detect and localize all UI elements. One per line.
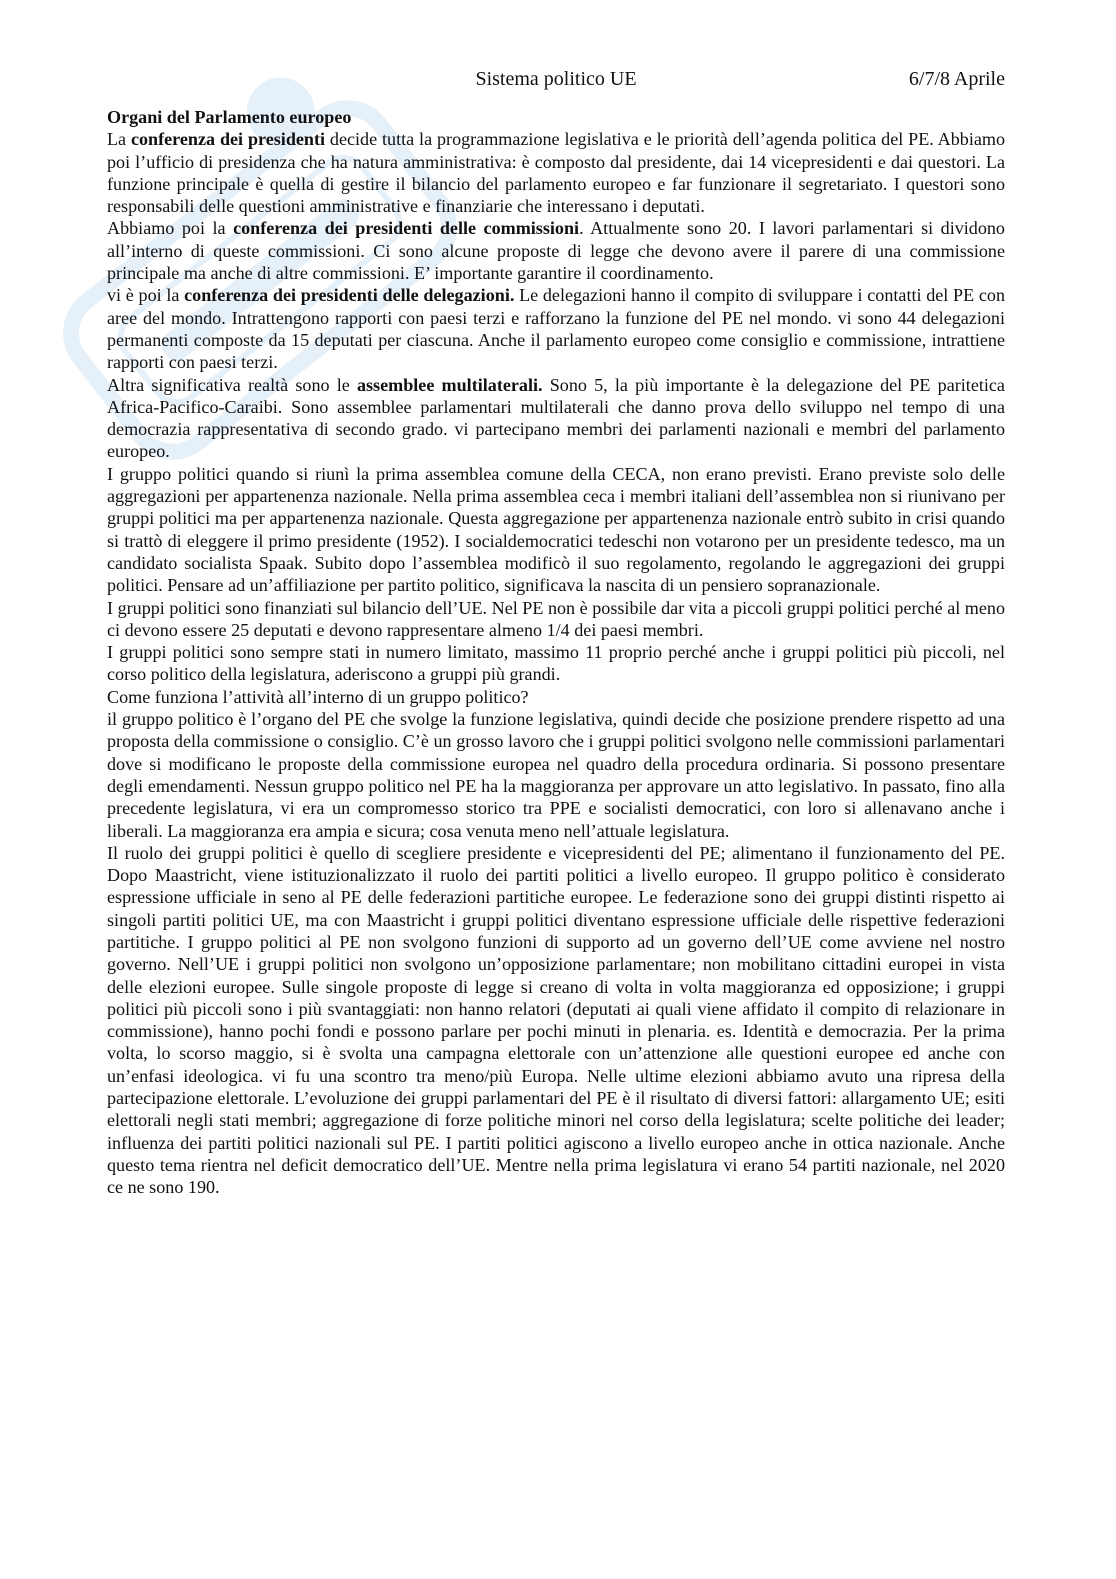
header-title: Sistema politico UE bbox=[475, 68, 637, 90]
paragraph bbox=[107, 597, 1005, 642]
document-body bbox=[107, 106, 1005, 1199]
paragraph-text: vi è poi la bbox=[107, 285, 185, 306]
paragraph-text: . Attualmente sono 20. I lavori parlamentari si dividono all’interno di queste commissioni. Ci sono alcune proposte di legge che devono avere il parere di una commissione principale ma anche di altre commissioni. E’ importante garantire il coordinamento. bbox=[107, 218, 1005, 284]
paragraph-text: La bbox=[107, 129, 131, 150]
header-date: 6/7/8 Aprile bbox=[908, 68, 1005, 90]
paragraph-text: I gruppi politici sono finanziati sul bilancio dell’UE. Nel PE non è possibile dar vita a piccoli gruppi politici perché al meno ci devono essere 25 deputati e devono rappresentare almeno 1/4 dei paesi membri. bbox=[107, 597, 1005, 640]
paragraph bbox=[107, 374, 1005, 463]
paragraph-text: Il ruolo dei gruppi politici è quello di scegliere presidente e vicepresidenti del PE; alimentano il funzionamento del PE. Dopo Maastricht, viene istituzionalizzato il ruolo dei partiti politici a livello europeo. Il gruppo politico è considerato espressione ufficiale in seno al PE delle federazioni partitiche europee. Le federazione sono dei gruppi distinti rispetto ai singoli partiti politici UE, ma con Maastricht i gruppi politici diventano espressione ufficiale delle rispettive federazioni partitiche. I gruppo politici al PE non svolgono funzioni di supporto ad un governo dell’UE come avviene nel nostro governo. Nell’UE i gruppi politici non svolgono un’opposizione parlamentare; non mobilitano cittadini europei in vista delle elezioni europee. Sulle singole proposte di legge si creano di volta in volta maggioranza ed opposizione; i gruppi politici più piccoli sono i più svantaggiati: non hanno relatori (deputati ai quali viene affidato il compito di relazionare in commissione), hanno pochi fondi e possono parlare per pochi minuti in plenaria. es. Identità e democrazia. Per la prima volta, lo scorso maggio, si è svolta una campagna elettorale con un’attenzione alle questioni europee ed anche con un’enfasi ideologica. vi fu una scontro tra meno/più Europa. Nelle ultime elezioni abbiamo avuto una ripresa della partecipazione elettorale. L’evoluzione dei gruppi parlamentari del PE è il risultato di diversi fattori: allargamento UE; esiti elettorali negli stati membri; aggregazione di forze politiche minori nel corso della legislatura; scelte politiche dei leader; influenza dei partiti politici nazionali sul PE. I partiti politici agiscono a livello europeo anche in ottica nazionale. Anche questo tema rientra nel deficit democratico dell’UE. Mentre nella prima legislatura vi erano 54 partiti nazionale, nel 2020 ce ne sono 190. bbox=[107, 842, 1005, 1198]
bold-term: conferenza dei presidenti delle commissioni bbox=[233, 218, 580, 239]
paragraph bbox=[107, 842, 1005, 1199]
paragraph bbox=[107, 217, 1005, 284]
paragraph-text: Abbiamo poi la bbox=[107, 218, 234, 239]
bold-term: conferenza dei presidenti bbox=[130, 129, 326, 150]
paragraph bbox=[107, 708, 1005, 842]
bold-term: assemblee multilaterali. bbox=[356, 374, 543, 395]
paragraph bbox=[107, 128, 1005, 217]
paragraph-text: Le delegazioni hanno il compito di sviluppare i contatti del PE con aree del mondo. Intrattengono rapporti con paesi terzi e rafforzano la funzione del PE nel mondo. vi sono 44 delegazioni permanenti composte da 15 deputati per ciascuna. Anche il parlamento europeo come consiglio e commissione, intrattiene rapporti con paesi terzi. bbox=[107, 285, 1005, 373]
paragraph bbox=[107, 284, 1005, 373]
paragraph-text: Come funziona l’attività all’interno di un gruppo politico? bbox=[107, 686, 529, 707]
paragraph bbox=[107, 686, 1005, 708]
paragraph-text: Altra significativa realtà sono le bbox=[107, 374, 357, 395]
paragraph-text: I gruppo politici quando si riunì la prima assemblea comune della CECA, non erano previsti. Erano previste solo delle aggregazioni per appartenenza nazionale. Nella prima assemblea ceca i membri italiani dell’assemblea non si riunivano per gruppi politici ma per appartenenza nazionale. Questa aggregazione per appartenenza nazionale entrò subito in crisi quando si trattò di eleggere il primo presidente (1952). I socialdemocratici tedeschi non votarono per un presidente tedesco, ma un candidato socialista Spaak. Subito dopo l’assemblea modificò il suo regolamento, regolando le aggregazioni dei gruppi politici. Pensare ad un’affiliazione per partito politico, significava la nascita di un pensiero sopranazionale. bbox=[107, 463, 1005, 596]
section-heading: Organi del Parlamento europeo bbox=[107, 107, 352, 127]
paragraph-text: I gruppi politici sono sempre stati in numero limitato, massimo 11 proprio perché anche i gruppi politici più piccoli, nel corso politico della legislatura, aderiscono a gruppi più grandi. bbox=[107, 642, 1005, 685]
paragraph-text: Sono 5, la più importante è la delegazione del PE paritetica Africa-Pacifico-Caraibi. Sono assemblee parlamentari multilaterali che danno prova dello sviluppo nel tempo di una democrazia rappresentativa di secondo grado. vi partecipano membri dei parlamenti nazionali e membri del parlamento europeo. bbox=[107, 374, 1005, 462]
page-header bbox=[107, 68, 1005, 96]
bold-term: conferenza dei presidenti delle delegazioni. bbox=[184, 285, 515, 306]
paragraph-text: decide tutta la programmazione legislativa e le priorità dell’agenda politica del PE. Abbiamo poi l’ufficio di presidenza che ha natura amministrativa: è composto dal presidente, dai 14 vicepresidenti e dai questori. La funzione principale è quella di gestire il bilancio del parlamento europeo e far funzionare il segretariato. I questori sono responsabili delle questioni amministrative e finanziarie che interessano i deputati. bbox=[107, 129, 1006, 217]
paragraph bbox=[107, 641, 1005, 686]
paragraph-text: il gruppo politico è l’organo del PE che svolge la funzione legislativa, quindi decide che posizione prendere rispetto ad una proposta della commissione o consiglio. C’è un grosso lavoro che i gruppi politici svolgono nelle commissioni parlamentari dove si modificano le proposte della commissione europea nel quadro della procedura ordinaria. Si possono presentare degli emendamenti. Nessun gruppo politico nel PE ha la maggioranza per approvare un atto legislativo. In passato, fino alla precedente legislatura, vi era un compromesso storico tra PPE e socialisti democratici, con loro si allenavano anche i liberali. La maggioranza era ampia e sicura; cosa venuta meno nell’attuale legislatura. bbox=[107, 709, 1005, 841]
paragraph bbox=[107, 463, 1005, 597]
